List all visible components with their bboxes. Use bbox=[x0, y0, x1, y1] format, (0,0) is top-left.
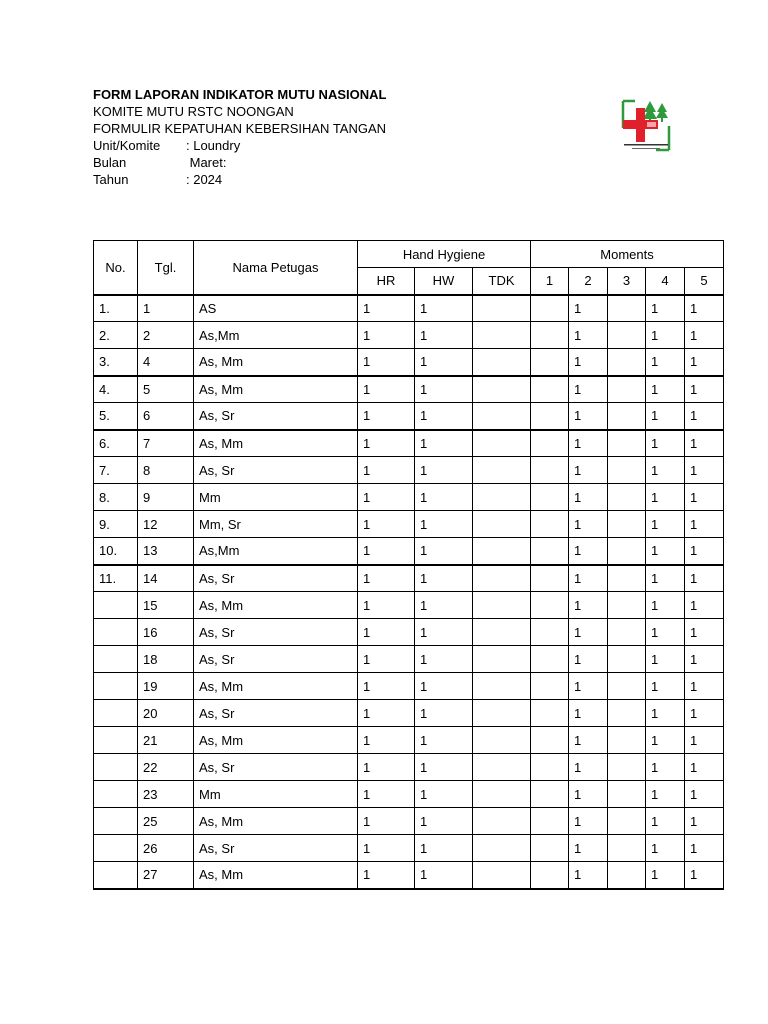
cell-nama: As,Mm bbox=[194, 538, 358, 565]
cell-tgl: 2 bbox=[138, 322, 194, 349]
cell-no: 8. bbox=[94, 484, 138, 511]
cell-m5: 1 bbox=[685, 376, 724, 403]
cell-hw: 1 bbox=[415, 808, 473, 835]
cell-hr: 1 bbox=[358, 673, 415, 700]
table-row bbox=[94, 484, 724, 511]
cell-m1 bbox=[531, 565, 569, 592]
cell-nama: As, Sr bbox=[194, 700, 358, 727]
form-title: FORM LAPORAN INDIKATOR MUTU NASIONAL bbox=[93, 87, 387, 102]
header-moment-3: 3 bbox=[608, 268, 646, 295]
table-row bbox=[94, 295, 724, 322]
cell-m4: 1 bbox=[646, 430, 685, 457]
cell-tdk bbox=[473, 295, 531, 322]
cell-m3 bbox=[608, 565, 646, 592]
cell-tdk bbox=[473, 430, 531, 457]
cell-m1 bbox=[531, 808, 569, 835]
cell-tgl: 19 bbox=[138, 673, 194, 700]
cell-m3 bbox=[608, 349, 646, 376]
cell-hw: 1 bbox=[415, 619, 473, 646]
cell-m2: 1 bbox=[569, 592, 608, 619]
cell-tdk bbox=[473, 862, 531, 889]
cell-tgl: 23 bbox=[138, 781, 194, 808]
cell-tdk bbox=[473, 592, 531, 619]
cell-tgl: 18 bbox=[138, 646, 194, 673]
cell-no bbox=[94, 592, 138, 619]
cell-tgl: 25 bbox=[138, 808, 194, 835]
cell-no bbox=[94, 727, 138, 754]
cell-hr: 1 bbox=[358, 862, 415, 889]
table-row bbox=[94, 727, 724, 754]
cell-tdk bbox=[473, 376, 531, 403]
cell-m2: 1 bbox=[569, 673, 608, 700]
cell-m4: 1 bbox=[646, 376, 685, 403]
cell-no: 7. bbox=[94, 457, 138, 484]
month-row bbox=[93, 154, 386, 171]
year-label: Tahun bbox=[93, 172, 129, 187]
cell-m2: 1 bbox=[569, 538, 608, 565]
cell-hw: 1 bbox=[415, 538, 473, 565]
table-row bbox=[94, 808, 724, 835]
cell-m2: 1 bbox=[569, 619, 608, 646]
cell-m5: 1 bbox=[685, 835, 724, 862]
cell-nama: As, Sr bbox=[194, 754, 358, 781]
cell-nama: As, Mm bbox=[194, 673, 358, 700]
cell-m4: 1 bbox=[646, 322, 685, 349]
year-row bbox=[93, 171, 386, 188]
cell-tgl: 13 bbox=[138, 538, 194, 565]
table-row bbox=[94, 322, 724, 349]
cell-no: 1. bbox=[94, 295, 138, 322]
cell-no: 9. bbox=[94, 511, 138, 538]
cell-no bbox=[94, 781, 138, 808]
cell-no: 4. bbox=[94, 376, 138, 403]
cell-no bbox=[94, 700, 138, 727]
header-hr: HR bbox=[358, 268, 415, 295]
cell-tdk bbox=[473, 700, 531, 727]
cell-hw: 1 bbox=[415, 835, 473, 862]
header-moment-4: 4 bbox=[646, 268, 685, 295]
unit-label: Unit/Komite bbox=[93, 138, 161, 153]
cell-hr: 1 bbox=[358, 322, 415, 349]
cell-tgl: 14 bbox=[138, 565, 194, 592]
cell-nama: Mm, Sr bbox=[194, 511, 358, 538]
table-row bbox=[94, 646, 724, 673]
cell-m4: 1 bbox=[646, 862, 685, 889]
cell-hr: 1 bbox=[358, 700, 415, 727]
cell-no bbox=[94, 646, 138, 673]
cell-nama: As, Sr bbox=[194, 565, 358, 592]
cell-m2: 1 bbox=[569, 754, 608, 781]
cell-m3 bbox=[608, 376, 646, 403]
cell-hr: 1 bbox=[358, 538, 415, 565]
cell-m2: 1 bbox=[569, 457, 608, 484]
cell-tgl: 5 bbox=[138, 376, 194, 403]
cell-m3 bbox=[608, 646, 646, 673]
cell-m4: 1 bbox=[646, 646, 685, 673]
cell-nama: As, Mm bbox=[194, 349, 358, 376]
cell-hr: 1 bbox=[358, 376, 415, 403]
cell-tdk bbox=[473, 538, 531, 565]
cell-m4: 1 bbox=[646, 754, 685, 781]
header-moment-1: 1 bbox=[531, 268, 569, 295]
table-row bbox=[94, 376, 724, 403]
month-value: Maret: bbox=[186, 155, 227, 170]
cell-m3 bbox=[608, 781, 646, 808]
cell-tdk bbox=[473, 403, 531, 430]
cell-hr: 1 bbox=[358, 430, 415, 457]
cell-tdk bbox=[473, 349, 531, 376]
cell-m1 bbox=[531, 862, 569, 889]
table-row bbox=[94, 862, 724, 889]
cell-hw: 1 bbox=[415, 754, 473, 781]
header-tgl: Tgl. bbox=[138, 241, 194, 295]
form-header bbox=[93, 86, 386, 188]
cell-m3 bbox=[608, 592, 646, 619]
cell-m4: 1 bbox=[646, 403, 685, 430]
cell-hw: 1 bbox=[415, 403, 473, 430]
cell-hr: 1 bbox=[358, 754, 415, 781]
cell-tdk bbox=[473, 835, 531, 862]
cell-m2: 1 bbox=[569, 403, 608, 430]
cell-tdk bbox=[473, 619, 531, 646]
cell-hr: 1 bbox=[358, 646, 415, 673]
cell-nama: As, Mm bbox=[194, 808, 358, 835]
cell-m5: 1 bbox=[685, 484, 724, 511]
cell-tgl: 22 bbox=[138, 754, 194, 781]
cell-m5: 1 bbox=[685, 781, 724, 808]
header-moment-2: 2 bbox=[569, 268, 608, 295]
cell-m2: 1 bbox=[569, 484, 608, 511]
header-hw: HW bbox=[415, 268, 473, 295]
cell-tgl: 6 bbox=[138, 403, 194, 430]
cell-nama: As, Mm bbox=[194, 376, 358, 403]
cell-tdk bbox=[473, 565, 531, 592]
cell-nama: As, Mm bbox=[194, 727, 358, 754]
cell-m2: 1 bbox=[569, 349, 608, 376]
cell-m2: 1 bbox=[569, 295, 608, 322]
cell-tgl: 26 bbox=[138, 835, 194, 862]
cell-m3 bbox=[608, 835, 646, 862]
cell-tdk bbox=[473, 322, 531, 349]
cell-m5: 1 bbox=[685, 322, 724, 349]
cell-m3 bbox=[608, 700, 646, 727]
cell-m5: 1 bbox=[685, 538, 724, 565]
cell-no bbox=[94, 619, 138, 646]
table-row bbox=[94, 754, 724, 781]
cell-m5: 1 bbox=[685, 430, 724, 457]
cell-nama: As,Mm bbox=[194, 322, 358, 349]
table-row bbox=[94, 349, 724, 376]
cell-tdk bbox=[473, 484, 531, 511]
cell-hw: 1 bbox=[415, 295, 473, 322]
cell-m5: 1 bbox=[685, 457, 724, 484]
cell-tgl: 4 bbox=[138, 349, 194, 376]
cell-hw: 1 bbox=[415, 376, 473, 403]
cell-m1 bbox=[531, 673, 569, 700]
cell-m3 bbox=[608, 808, 646, 835]
cell-m2: 1 bbox=[569, 781, 608, 808]
cell-m3 bbox=[608, 430, 646, 457]
cell-hr: 1 bbox=[358, 808, 415, 835]
cell-no: 6. bbox=[94, 430, 138, 457]
cell-hr: 1 bbox=[358, 592, 415, 619]
cell-m2: 1 bbox=[569, 700, 608, 727]
cell-m5: 1 bbox=[685, 349, 724, 376]
cell-m5: 1 bbox=[685, 727, 724, 754]
cell-m4: 1 bbox=[646, 835, 685, 862]
cell-nama: As, Sr bbox=[194, 835, 358, 862]
cell-m1 bbox=[531, 781, 569, 808]
unit-value: : Loundry bbox=[186, 138, 241, 153]
cell-m1 bbox=[531, 754, 569, 781]
cell-tdk bbox=[473, 781, 531, 808]
cell-hr: 1 bbox=[358, 295, 415, 322]
cell-hw: 1 bbox=[415, 727, 473, 754]
table-row bbox=[94, 565, 724, 592]
cell-hr: 1 bbox=[358, 484, 415, 511]
table-row bbox=[94, 457, 724, 484]
cell-tdk bbox=[473, 754, 531, 781]
cell-nama: Mm bbox=[194, 781, 358, 808]
table-row bbox=[94, 700, 724, 727]
cell-nama: As, Mm bbox=[194, 862, 358, 889]
table-row bbox=[94, 619, 724, 646]
cell-hw: 1 bbox=[415, 349, 473, 376]
table-row bbox=[94, 403, 724, 430]
cell-m1 bbox=[531, 646, 569, 673]
cell-m1 bbox=[531, 295, 569, 322]
cell-m1 bbox=[531, 538, 569, 565]
cell-tdk bbox=[473, 511, 531, 538]
cell-nama: As, Sr bbox=[194, 646, 358, 673]
cell-nama: As, Mm bbox=[194, 430, 358, 457]
cell-no: 2. bbox=[94, 322, 138, 349]
hospital-logo-icon bbox=[620, 98, 672, 154]
cell-m1 bbox=[531, 619, 569, 646]
cell-tgl: 12 bbox=[138, 511, 194, 538]
cell-m4: 1 bbox=[646, 673, 685, 700]
cell-no bbox=[94, 808, 138, 835]
cell-hw: 1 bbox=[415, 862, 473, 889]
cell-no bbox=[94, 754, 138, 781]
hand-hygiene-table bbox=[93, 240, 724, 890]
cell-m1 bbox=[531, 484, 569, 511]
cell-m3 bbox=[608, 673, 646, 700]
cell-m3 bbox=[608, 295, 646, 322]
table-row bbox=[94, 538, 724, 565]
table-row bbox=[94, 835, 724, 862]
cell-m4: 1 bbox=[646, 727, 685, 754]
cell-nama: AS bbox=[194, 295, 358, 322]
header-nama-petugas: Nama Petugas bbox=[194, 241, 358, 295]
table-row bbox=[94, 511, 724, 538]
cell-m3 bbox=[608, 484, 646, 511]
cell-m1 bbox=[531, 700, 569, 727]
cell-hw: 1 bbox=[415, 322, 473, 349]
cell-m3 bbox=[608, 754, 646, 781]
cell-m4: 1 bbox=[646, 700, 685, 727]
unit-row bbox=[93, 137, 386, 154]
cell-tgl: 1 bbox=[138, 295, 194, 322]
cell-tdk bbox=[473, 673, 531, 700]
cell-m5: 1 bbox=[685, 403, 724, 430]
cell-hw: 1 bbox=[415, 457, 473, 484]
cell-m3 bbox=[608, 457, 646, 484]
cell-nama: As, Sr bbox=[194, 403, 358, 430]
cell-m5: 1 bbox=[685, 295, 724, 322]
cell-m2: 1 bbox=[569, 322, 608, 349]
cell-hr: 1 bbox=[358, 511, 415, 538]
cell-no: 5. bbox=[94, 403, 138, 430]
cell-m1 bbox=[531, 457, 569, 484]
cell-m3 bbox=[608, 619, 646, 646]
cell-hw: 1 bbox=[415, 646, 473, 673]
cell-m5: 1 bbox=[685, 565, 724, 592]
cell-hw: 1 bbox=[415, 484, 473, 511]
cell-m3 bbox=[608, 511, 646, 538]
cell-hr: 1 bbox=[358, 457, 415, 484]
cell-tgl: 9 bbox=[138, 484, 194, 511]
cell-m1 bbox=[531, 835, 569, 862]
cell-tgl: 16 bbox=[138, 619, 194, 646]
table-row bbox=[94, 673, 724, 700]
cell-hr: 1 bbox=[358, 619, 415, 646]
cell-m5: 1 bbox=[685, 700, 724, 727]
cell-m2: 1 bbox=[569, 646, 608, 673]
cell-m3 bbox=[608, 727, 646, 754]
cell-m2: 1 bbox=[569, 376, 608, 403]
cell-hr: 1 bbox=[358, 403, 415, 430]
cell-no bbox=[94, 862, 138, 889]
cell-tgl: 8 bbox=[138, 457, 194, 484]
cell-hw: 1 bbox=[415, 565, 473, 592]
cell-hw: 1 bbox=[415, 781, 473, 808]
cell-m4: 1 bbox=[646, 538, 685, 565]
cell-m5: 1 bbox=[685, 862, 724, 889]
cell-hw: 1 bbox=[415, 673, 473, 700]
cell-m2: 1 bbox=[569, 808, 608, 835]
cell-m5: 1 bbox=[685, 592, 724, 619]
cell-m5: 1 bbox=[685, 673, 724, 700]
cell-m4: 1 bbox=[646, 295, 685, 322]
form-subtitle: FORMULIR KEPATUHAN KEBERSIHAN TANGAN bbox=[93, 121, 387, 136]
cell-m1 bbox=[531, 592, 569, 619]
cell-no bbox=[94, 835, 138, 862]
cell-m1 bbox=[531, 511, 569, 538]
cell-tdk bbox=[473, 727, 531, 754]
cell-m5: 1 bbox=[685, 646, 724, 673]
header-no: No. bbox=[94, 241, 138, 295]
cell-m2: 1 bbox=[569, 862, 608, 889]
cell-hw: 1 bbox=[415, 700, 473, 727]
cell-hr: 1 bbox=[358, 349, 415, 376]
cell-m1 bbox=[531, 322, 569, 349]
cell-tgl: 27 bbox=[138, 862, 194, 889]
table-row bbox=[94, 430, 724, 457]
cell-no bbox=[94, 673, 138, 700]
cell-tgl: 21 bbox=[138, 727, 194, 754]
cell-nama: As, Sr bbox=[194, 619, 358, 646]
header-moments: Moments bbox=[531, 241, 724, 268]
cell-m1 bbox=[531, 430, 569, 457]
cell-m4: 1 bbox=[646, 565, 685, 592]
cell-hw: 1 bbox=[415, 430, 473, 457]
cell-m5: 1 bbox=[685, 808, 724, 835]
cell-nama: As, Sr bbox=[194, 457, 358, 484]
cell-tdk bbox=[473, 808, 531, 835]
table-row bbox=[94, 781, 724, 808]
cell-m2: 1 bbox=[569, 565, 608, 592]
cell-hr: 1 bbox=[358, 565, 415, 592]
cell-m4: 1 bbox=[646, 511, 685, 538]
cell-tgl: 7 bbox=[138, 430, 194, 457]
cell-m4: 1 bbox=[646, 457, 685, 484]
cell-m2: 1 bbox=[569, 835, 608, 862]
cell-hr: 1 bbox=[358, 835, 415, 862]
cell-tgl: 20 bbox=[138, 700, 194, 727]
header-hand-hygiene: Hand Hygiene bbox=[358, 241, 531, 268]
committee-name: KOMITE MUTU RSTC NOONGAN bbox=[93, 104, 294, 119]
cell-hw: 1 bbox=[415, 511, 473, 538]
cell-hr: 1 bbox=[358, 781, 415, 808]
cell-m1 bbox=[531, 376, 569, 403]
cell-no: 3. bbox=[94, 349, 138, 376]
cell-m2: 1 bbox=[569, 511, 608, 538]
cell-nama: Mm bbox=[194, 484, 358, 511]
cell-m5: 1 bbox=[685, 619, 724, 646]
cell-hr: 1 bbox=[358, 727, 415, 754]
year-value: : 2024 bbox=[186, 172, 223, 187]
cell-nama: As, Mm bbox=[194, 592, 358, 619]
table-row bbox=[94, 592, 724, 619]
cell-m3 bbox=[608, 862, 646, 889]
cell-no: 10. bbox=[94, 538, 138, 565]
cell-m1 bbox=[531, 727, 569, 754]
cell-m3 bbox=[608, 403, 646, 430]
cell-m4: 1 bbox=[646, 592, 685, 619]
cell-m1 bbox=[531, 349, 569, 376]
cell-m4: 1 bbox=[646, 349, 685, 376]
cell-m2: 1 bbox=[569, 430, 608, 457]
cell-m4: 1 bbox=[646, 808, 685, 835]
header-tdk: TDK bbox=[473, 268, 531, 295]
cell-no: 11. bbox=[94, 565, 138, 592]
header-moment-5: 5 bbox=[685, 268, 724, 295]
cell-m5: 1 bbox=[685, 511, 724, 538]
cell-m3 bbox=[608, 322, 646, 349]
month-label: Bulan bbox=[93, 155, 127, 170]
cell-m3 bbox=[608, 538, 646, 565]
cell-tdk bbox=[473, 646, 531, 673]
cell-tgl: 15 bbox=[138, 592, 194, 619]
cell-m5: 1 bbox=[685, 754, 724, 781]
cell-hw: 1 bbox=[415, 592, 473, 619]
cell-m1 bbox=[531, 403, 569, 430]
cell-m4: 1 bbox=[646, 781, 685, 808]
cell-m2: 1 bbox=[569, 727, 608, 754]
cell-m4: 1 bbox=[646, 484, 685, 511]
cell-tdk bbox=[473, 457, 531, 484]
cell-m4: 1 bbox=[646, 619, 685, 646]
